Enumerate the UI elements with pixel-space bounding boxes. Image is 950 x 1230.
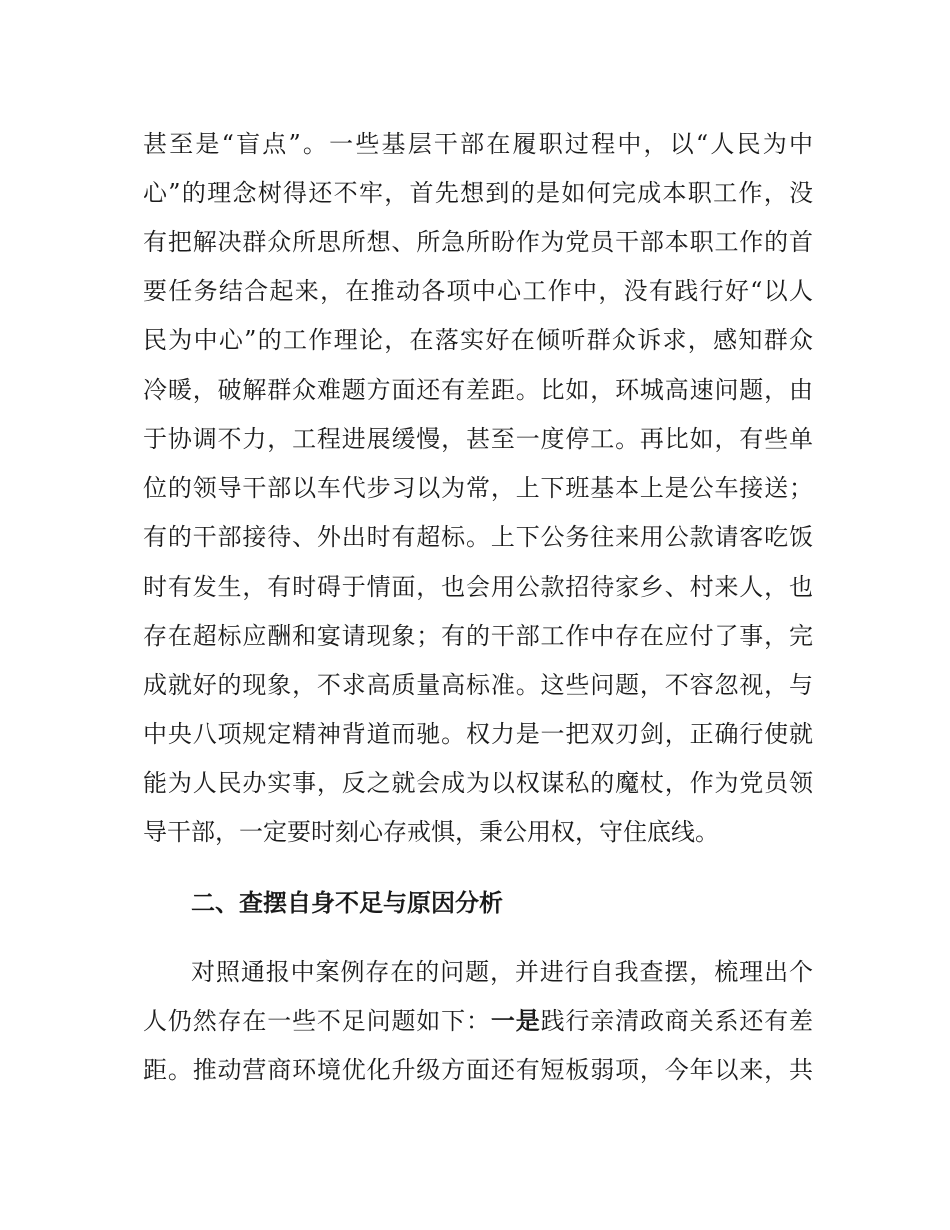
paragraph-line: 于协调不力，工程进展缓慢，甚至一度停工。再比如，有些单 xyxy=(143,425,813,453)
paragraph-line: 有的干部接待、外出时有超标。上下公务往来用公款请客吃饭 xyxy=(143,523,813,551)
paragraph-line: 心”的理念树得还不牢，首先想到的是如何完成本职工作，没 xyxy=(143,179,813,207)
paragraph-line: 存在超标应酬和宴请现象；有的干部工作中存在应付了事，完 xyxy=(143,622,813,650)
paragraph-line: 时有发生，有时碍于情面，也会用公款招待家乡、村来人，也 xyxy=(143,573,813,601)
paragraph-line: 民为中心”的工作理论，在落实好在倾听群众诉求，感知群众 xyxy=(143,326,813,354)
emphasis-text: 一是 xyxy=(490,1007,541,1035)
line-text: 践行亲清政商关系还有差 xyxy=(540,1007,814,1035)
paragraph-line: 能为人民办实事，反之就会成为以权谋私的魔杖，作为党员领 xyxy=(143,769,813,797)
paragraph-line: 中央八项规定精神背道而驰。权力是一把双刃剑，正确行使就 xyxy=(143,720,813,748)
paragraph-line: 要任务结合起来，在推动各项中心工作中，没有践行好“以人 xyxy=(143,277,813,305)
paragraph-line: 距。推动营商环境优化升级方面还有短板弱项，今年以来，共 xyxy=(143,1056,813,1084)
section-heading: 二、查摆自身不足与原因分析 xyxy=(191,889,503,917)
paragraph-line: 甚至是“盲点”。一些基层干部在履职过程中，以“人民为中 xyxy=(143,130,813,158)
paragraph-line: 成就好的现象，不求高质量高标准。这些问题，不容忽视，与 xyxy=(143,671,813,699)
paragraph-line: 导干部，一定要时刻心存戒惧，秉公用权，守住底线。 xyxy=(143,818,719,846)
paragraph-line: 对照通报中案例存在的问题，并进行自我查摆，梳理出个 xyxy=(191,958,813,986)
line-text: 人仍然存在一些不足问题如下： xyxy=(143,1007,491,1035)
paragraph-line: 冷暖，破解群众难题方面还有差距。比如，环城高速问题，由 xyxy=(143,376,813,404)
paragraph-line xyxy=(143,1004,813,1038)
paragraph-line: 有把解决群众所思所想、所急所盼作为党员干部本职工作的首 xyxy=(143,228,813,256)
paragraph-line: 位的领导干部以车代步习以为常，上下班基本上是公车接送； xyxy=(143,474,813,502)
